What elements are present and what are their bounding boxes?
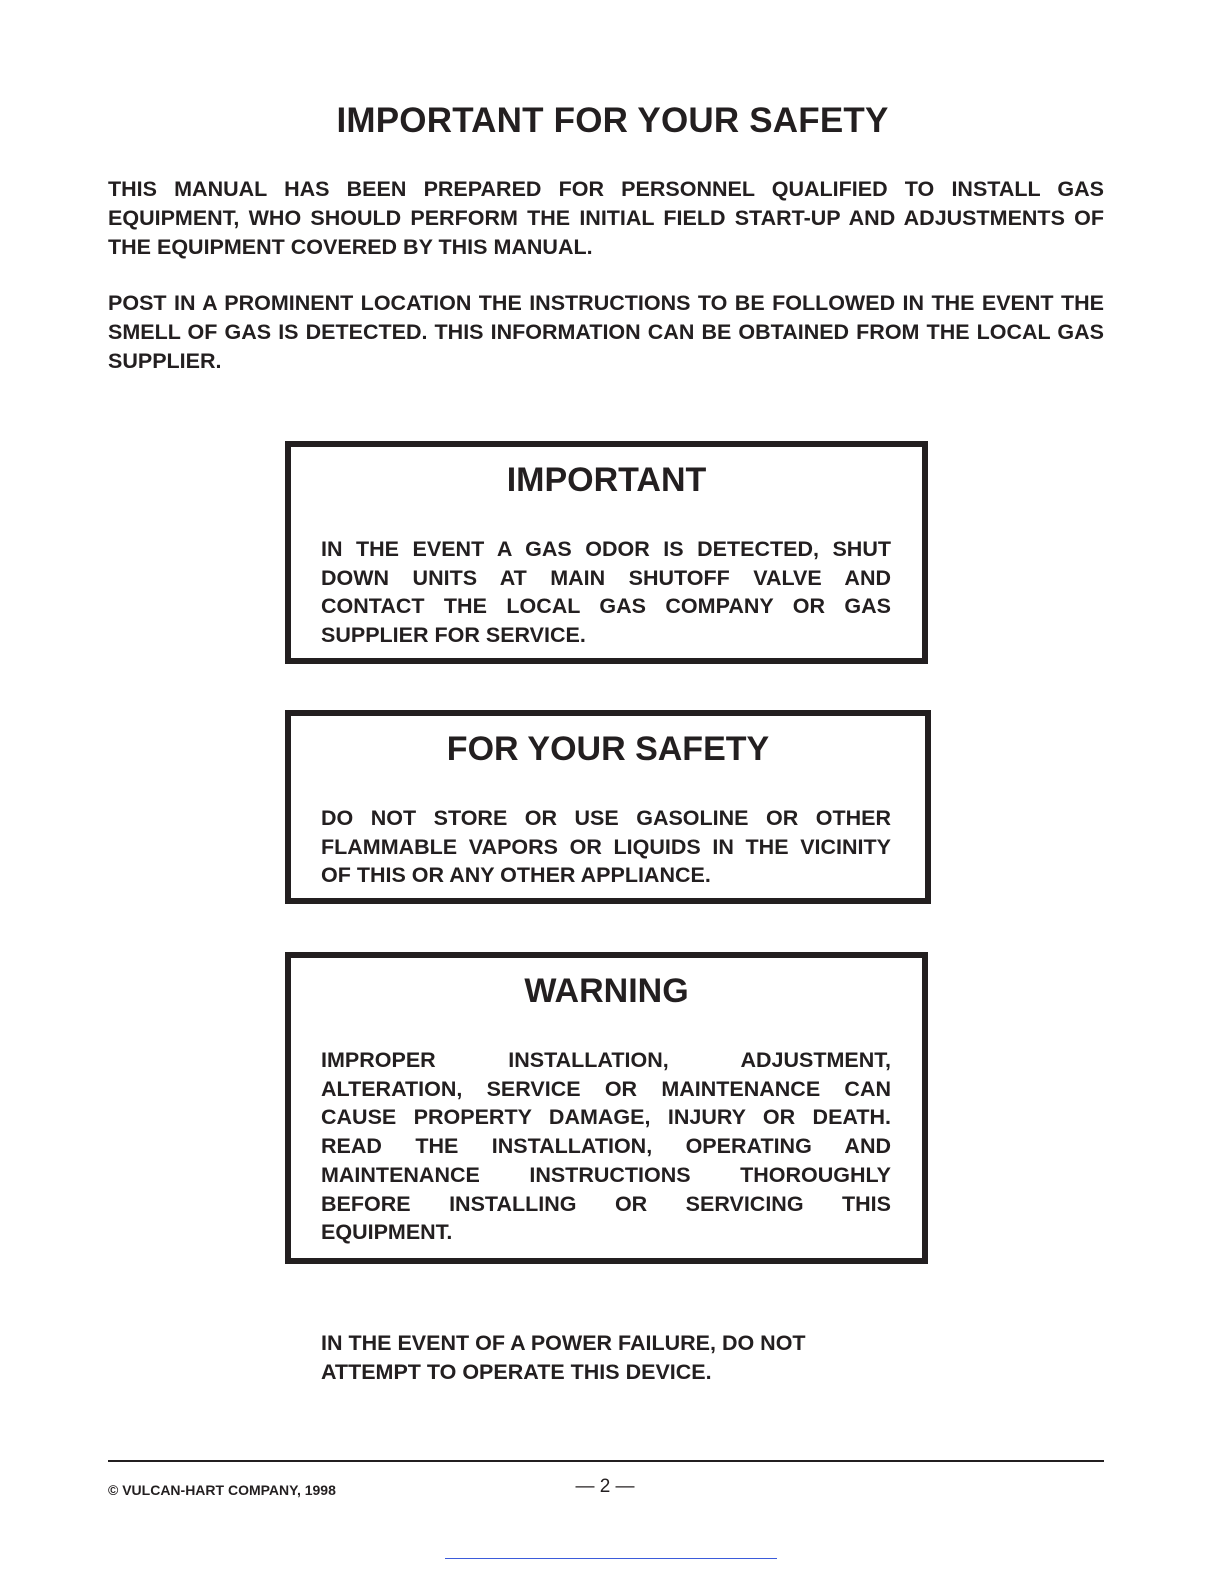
- safety-notice-box: [285, 710, 931, 904]
- warning-notice-box: [285, 952, 928, 1264]
- gas-smell-instructions-paragraph: POST IN A PROMINENT LOCATION THE INSTRUCTIONS TO BE FOLLOWED IN THE EVENT THE SMELL OF GAS IS DETECTED. THIS INFORMATION CAN BE OBTAINED FROM THE LOCAL GAS SUPPLIER.: [108, 291, 1104, 373]
- important-notice-body: IN THE EVENT A GAS ODOR IS DETECTED, SHUT DOWN UNITS AT MAIN SHUTOFF VALVE AND CONTACT THE LOCAL GAS COMPANY OR GAS SUPPLIER FOR SERVICE.: [321, 537, 891, 648]
- power-failure-note: IN THE EVENT OF A POWER FAILURE, DO NOT ATTEMPT TO OPERATE THIS DEVICE.: [321, 1331, 806, 1384]
- page-number: — 2 —: [575, 1476, 635, 1497]
- copyright-notice: © VULCAN-HART COMPANY, 1998: [108, 1482, 336, 1498]
- safety-notice-title: FOR YOUR SAFETY: [446, 730, 770, 768]
- warning-notice-body: IMPROPER INSTALLATION, ADJUSTMENT, ALTERATION, SERVICE OR MAINTENANCE CAN CAUSE PROPERTY DAMAGE, INJURY OR DEATH. READ THE INSTALLATION, OPERATING AND MAINTENANCE INSTRUCTIONS THOROUGHLY BEFORE INSTALLING OR SERVICING THIS EQUIPMENT.: [321, 1048, 891, 1245]
- page-title: IMPORTANT FOR YOUR SAFETY: [336, 101, 889, 140]
- warning-notice-title: WARNING: [524, 972, 689, 1010]
- footer-divider: [108, 1460, 1104, 1462]
- important-notice-box: [285, 441, 928, 664]
- qualified-personnel-paragraph: THIS MANUAL HAS BEEN PREPARED FOR PERSONNEL QUALIFIED TO INSTALL GAS EQUIPMENT, WHO SHOULD PERFORM THE INITIAL FIELD START-UP AND ADJUSTMENTS OF THE EQUIPMENT COVERED BY THIS MANUAL.: [108, 177, 1104, 259]
- important-notice-title: IMPORTANT: [506, 461, 707, 499]
- safety-notice-body: DO NOT STORE OR USE GASOLINE OR OTHER FLAMMABLE VAPORS OR LIQUIDS IN THE VICINITY OF THIS OR ANY OTHER APPLIANCE.: [321, 806, 891, 888]
- hyperlink-underline[interactable]: [445, 1558, 777, 1559]
